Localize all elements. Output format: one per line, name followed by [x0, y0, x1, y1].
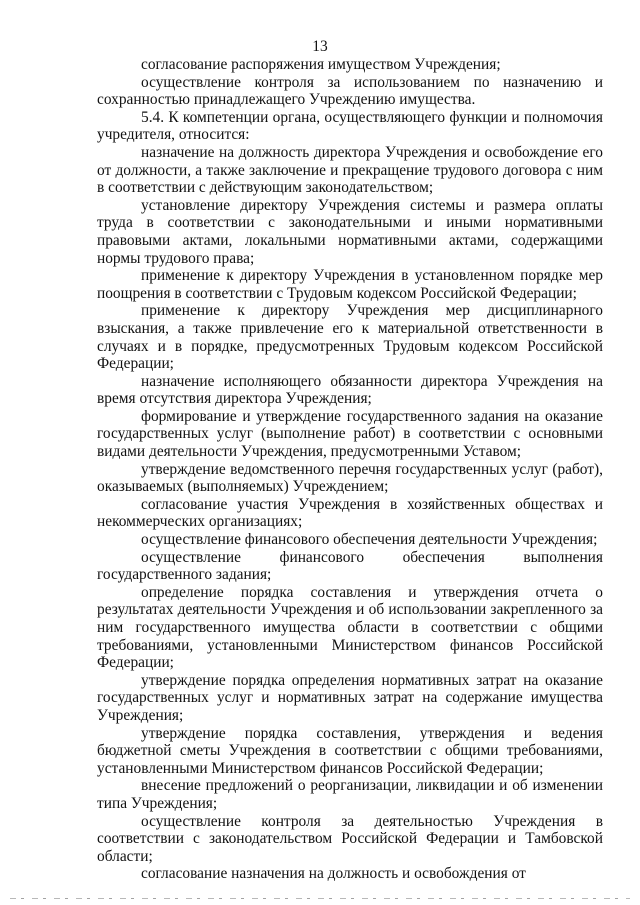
document-body	[97, 56, 603, 883]
page-number: 13	[312, 38, 328, 55]
paragraph: осуществление финансового обеспечения выполнения государственного задания;	[97, 548, 603, 584]
scan-edge-divider	[10, 898, 630, 899]
paragraph: согласование участия Учреждения в хозяйственных обществах и некоммерческих организациях;	[97, 495, 603, 531]
paragraph: определение порядка составления и утверждения отчета о результатах деятельности Учреждения и об использовании закрепленного за ним государственного имущества области в соответствии с общими требованиями, установленными Министерством финансов Российской Федерации;	[97, 583, 603, 672]
paragraph: осуществление контроля за использованием по назначению и сохранностью принадлежащего Учреждению имущества.	[97, 73, 603, 109]
paragraph: назначение на должность директора Учреждения и освобождение его от должности, а также заключение и прекращение трудового договора с ним в соответствии с действующим законодательством;	[97, 143, 603, 197]
paragraph: формирование и утверждение государственного задания на оказание государственных услуг (выполнение работ) в соответствии с основными видами деятельности Учреждения, предусмотренными Уставом;	[97, 407, 603, 461]
paragraph: внесение предложений о реорганизации, ликвидации и об изменении типа Учреждения;	[97, 777, 603, 812]
paragraph: назначение исполняющего обязанности директора Учреждения на время отсутствия директора Учреждения;	[97, 372, 603, 408]
paragraph: утверждение порядка составления, утверждения и ведения бюджетной сметы Учреждения в соответствии с общими требованиями, установленными Министерством финансов Российской Федерации;	[97, 724, 603, 777]
section-heading-5-4: 5.4. К компетенции органа, осуществляющего функции и полномочия учредителя, относится:	[97, 108, 603, 144]
paragraph: утверждение ведомственного перечня государственных услуг (работ), оказываемых (выполняемых) Учреждением;	[97, 460, 603, 496]
paragraph: утверждение порядка определения нормативных затрат на оказание государственных услуг и нормативных затрат на содержание имущества Учреждения;	[97, 671, 603, 724]
paragraph: установление директору Учреждения системы и размера оплаты труда в соответствии с законодательными и иными нормативными правовыми актами, локальными нормативными актами, содержащими нормы трудового права;	[97, 196, 603, 267]
paragraph: осуществление финансового обеспечения деятельности Учреждения;	[141, 531, 598, 549]
paragraph: применение к директору Учреждения мер дисциплинарного взыскания, а также привлечение его к материальной ответственности в случаях и в порядке, предусмотренных Трудовым кодексом Российской Федерации;	[97, 302, 603, 373]
paragraph: согласование распоряжения имуществом Учреждения;	[141, 56, 501, 73]
paragraph: применение к директору Учреждения в установленном порядке мер поощрения в соответствии с Трудовым кодексом Российской Федерации;	[97, 267, 603, 302]
paragraph: согласование назначения на должность и освобождения от	[141, 865, 526, 883]
paragraph: осуществление контроля за деятельностью Учреждения в соответствии с законодательством Российской Федерации и Тамбовской области;	[97, 812, 603, 865]
